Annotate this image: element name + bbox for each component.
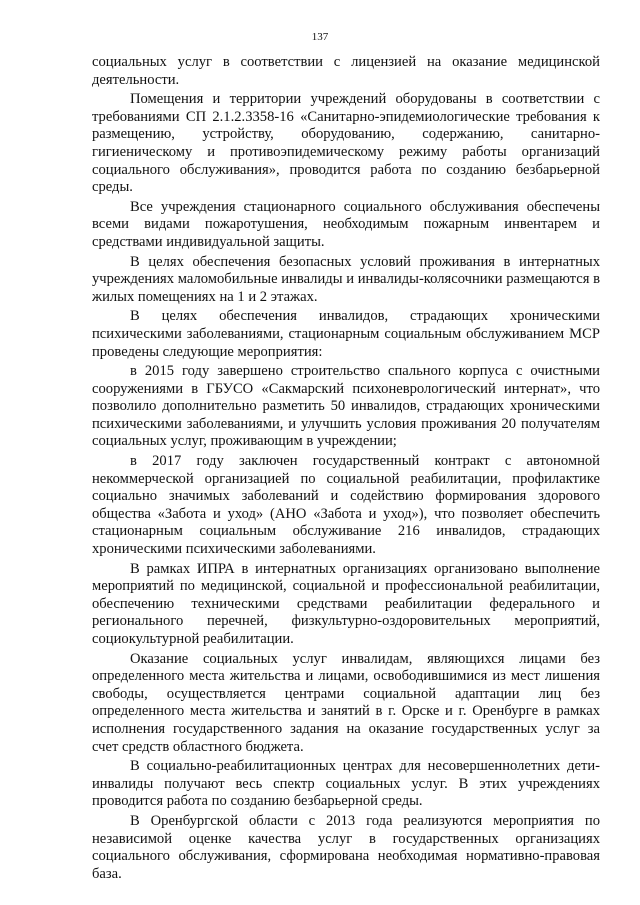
paragraph-4: В целях обеспечения безопасных условий проживания в интернатных учреждениях маломобильные инвалиды и инвалиды-колясочники размещаются в жилых помещениях на 1 и 2 этажах. (92, 253, 600, 305)
paragraph-11: В Оренбургской области с 2013 года реализуются мероприятия по независимой оценке качества услуг в государственных организациях социального обслуживания, сформирована необходимая нормативно-правовая база. (92, 812, 600, 882)
paragraph-5: В целях обеспечения инвалидов, страдающих хроническими психическими заболеваниями, стационарным социальным обслуживанием МСР проведены следующие мероприятия: (92, 308, 600, 360)
page-number: 137 (311, 31, 329, 43)
paragraph-7: в 2017 году заключен государственный контракт с автономной некоммерческой организацией по социальной реабилитации, профилактике социально значимых заболеваний и содействию формирования здорового общества «Забота и уход» (АНО «Забота и уход»), что позволяет обеспечить стационарным социальным обслуживание 216 инвалидов, страдающих хроническими психическими заболеваниями. (92, 453, 600, 558)
paragraph-1: социальных услуг в соответствии с лицензией на оказание медицинской деятельности. (92, 54, 600, 88)
paragraph-2: Помещения и территории учреждений оборудованы в соответствии с требованиями СП 2.1.2.3358-16 «Санитарно-эпидемиологические требования к размещению, устройству, оборудованию, содержанию, санитарно-гигиеническому и противоэпидемическому режиму работы организаций социального обслуживания», проводится работа по созданию безбарьерной среды. (92, 91, 600, 196)
paragraph-6: в 2015 году завершено строительство спального корпуса с очистными сооружениями в ГБУСО «Сакмарский психоневрологический интернат», что позволило дополнительно разметить 50 инвалидов, страдающих хроническими психическими заболеваниями, и улучшить условия проживания 20 получателям социальных услуг, проживающим в учреждении; (92, 363, 600, 450)
paragraph-8: В рамках ИПРА в интернатных организациях организовано выполнение мероприятий по медицинской, социальной и профессиональной реабилитации, обеспечению техническими средствами реабилитации федерального и регионального перечней, физкультурно-оздоровительных мероприятий, социокультурной реабилитации. (92, 560, 600, 647)
paragraph-3: Все учреждения стационарного социального обслуживания обеспечены всеми видами пожаротушения, необходимым пожарным инвентарем и средствами индивидуальной защиты. (92, 198, 600, 250)
paragraph-10: В социально-реабилитационных центрах для несовершеннолетних дети-инвалиды получают весь спектр социальных услуг. В этих учреждениях проводится работа по созданию безбарьерной среды. (92, 758, 600, 810)
paragraph-9: Оказание социальных услуг инвалидам, являющихся лицами без определенного места жительства и лицами, освободившимися из мест лишения свободы, осуществляется центрами социальной адаптации лиц без определенного места жительства и занятий в г. Орске и г. Оренбурге в рамках исполнения государственного задания на оказание государственных услуг за счет средств областного бюджета. (92, 650, 600, 755)
document-body (92, 54, 600, 883)
